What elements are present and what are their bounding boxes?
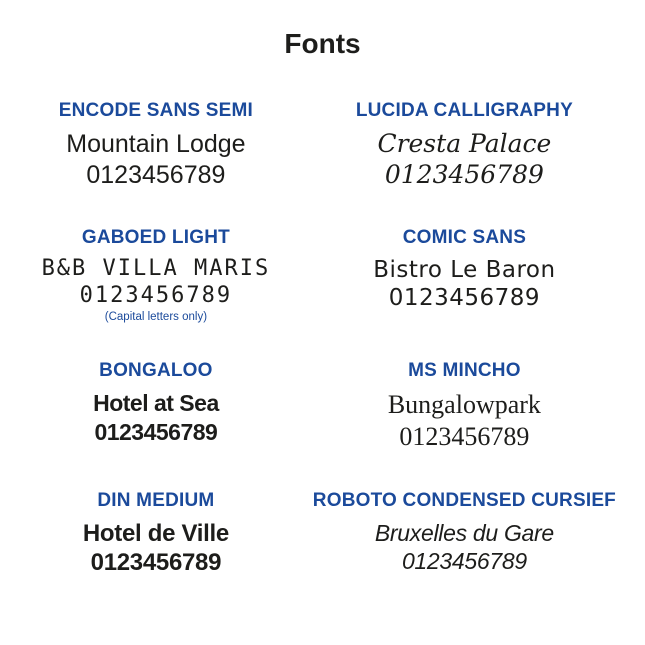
font-sample-roboto-condensed-cursief [298, 490, 631, 579]
font-sample-digits: 0123456789 [384, 159, 544, 189]
font-sample-encode-sans-semi [14, 100, 298, 191]
page-title: Fonts [284, 28, 361, 59]
font-name-label: DIN MEDIUM [97, 489, 215, 511]
font-sample-gaboed-light [14, 227, 298, 324]
font-name-label: LUCIDA CALLIGRAPHY [355, 100, 573, 121]
font-samples-grid [14, 100, 631, 578]
font-sample-text: Mountain Lodge [66, 130, 246, 158]
font-sample-text: Bruxelles du Gare [374, 519, 554, 546]
font-sample-digits: 0123456789 [86, 160, 226, 189]
font-sample-text: B&B VILLA MARIS [41, 256, 271, 281]
font-sample-digits: 0123456789 [388, 285, 541, 312]
font-sample-digits: 0123456789 [79, 282, 233, 308]
font-name-label: ROBOTO CONDENSED CURSIEF [312, 489, 616, 511]
font-sample-comic-sans [298, 227, 631, 324]
font-sample-text: Hotel at Sea [93, 390, 219, 417]
font-sample-text: Bungalowpark [387, 390, 541, 420]
font-sample-bongaloo [14, 360, 298, 453]
font-sample-text: Hotel de Ville [82, 519, 229, 547]
font-name-label: MS MINCHO [408, 360, 521, 382]
font-sample-digits: 0123456789 [399, 422, 530, 452]
font-sample-text: Cresta Palace [377, 129, 552, 158]
font-sample-din-medium [14, 490, 298, 579]
font-sample-digits: 0123456789 [90, 549, 222, 577]
font-sample-digits: 0123456789 [401, 547, 527, 574]
font-name-label: ENCODE SANS SEMI [58, 100, 254, 121]
font-name-label: COMIC SANS [402, 227, 527, 248]
font-sample-text: Bistro Le Baron [373, 257, 556, 283]
font-name-label: GABOED LIGHT [81, 227, 230, 248]
font-sample-ms-mincho [298, 360, 631, 453]
font-name-label: BONGALOO [99, 360, 213, 382]
font-sample-lucida-calligraphy [298, 100, 631, 191]
font-sample-note: (Capital letters only) [104, 310, 208, 323]
font-sample-digits: 0123456789 [94, 418, 218, 445]
